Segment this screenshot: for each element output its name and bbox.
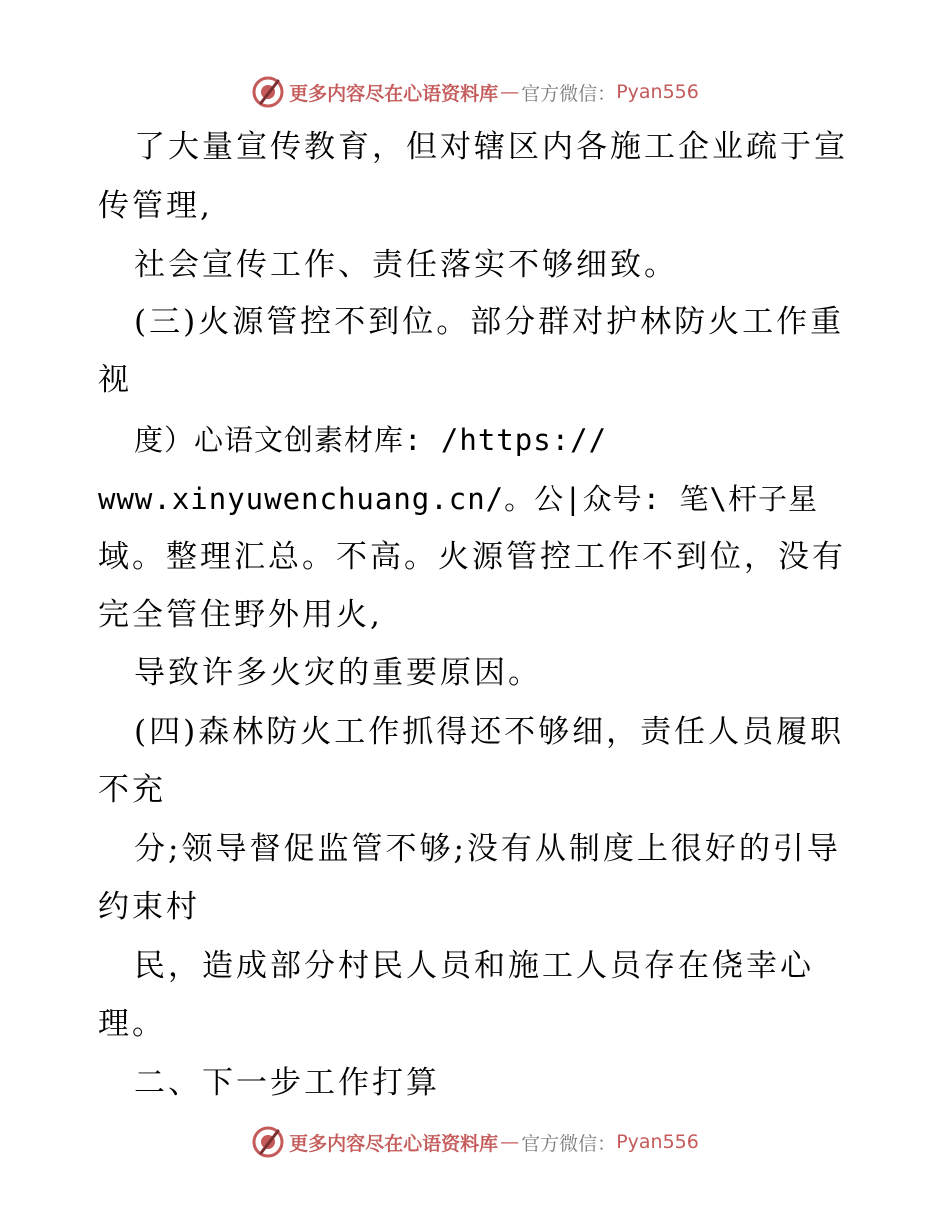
text-line: (四)森林防火工作抓得还不够细，责任人员履职 — [134, 714, 845, 750]
section-heading: 二、下一步工作打算 — [134, 1065, 440, 1101]
banner-dash: — — [500, 1131, 520, 1153]
text-line: 域。整理汇总。不高。火源管控工作不到位，没有 — [98, 539, 846, 575]
text-line: (三)火源管控不到位。部分群对护林防火工作重 — [134, 304, 845, 340]
text-line: 理。 — [98, 1006, 166, 1042]
banner-wechat-id: Pyan556 — [616, 1131, 699, 1153]
text-line: www.xinyuwenchuang.cn/。公|众号: 笔\杆子星 — [98, 482, 818, 516]
text-line: 民，造成部分村民人员和施工人员存在侥幸心 — [134, 948, 814, 984]
text-line: 导致许多火灾的重要原因。 — [134, 655, 542, 691]
text-line: 视 — [98, 362, 132, 398]
text-line: 完全管住野外用火, — [98, 597, 383, 633]
banner-dash: — — [500, 81, 520, 103]
text-line: 传管理, — [98, 188, 213, 224]
banner-label: 官方微信： — [521, 82, 617, 105]
text-line: 度）心语文创素材库: /https:// — [134, 423, 608, 457]
header-banner — [0, 72, 950, 112]
footer-banner — [0, 1122, 950, 1162]
banner-title: 更多内容尽在心语资料库 — [289, 1132, 499, 1155]
text-line: 不充 — [98, 772, 166, 808]
banner-wechat-id: Pyan556 — [616, 81, 699, 103]
text-line: 了大量宣传教育，但对辖区内各施工企业疏于宣 — [134, 129, 848, 165]
banner-title: 更多内容尽在心语资料库 — [289, 82, 499, 105]
text-line: 社会宣传工作、责任落实不够细致。 — [134, 247, 678, 283]
logo-icon — [251, 75, 285, 109]
banner-label: 官方微信： — [521, 1132, 617, 1155]
text-line: 分;领导督促监管不够;没有从制度上很好的引导 — [134, 831, 841, 867]
logo-icon — [251, 1125, 285, 1159]
text-line: 约束村 — [98, 889, 200, 925]
